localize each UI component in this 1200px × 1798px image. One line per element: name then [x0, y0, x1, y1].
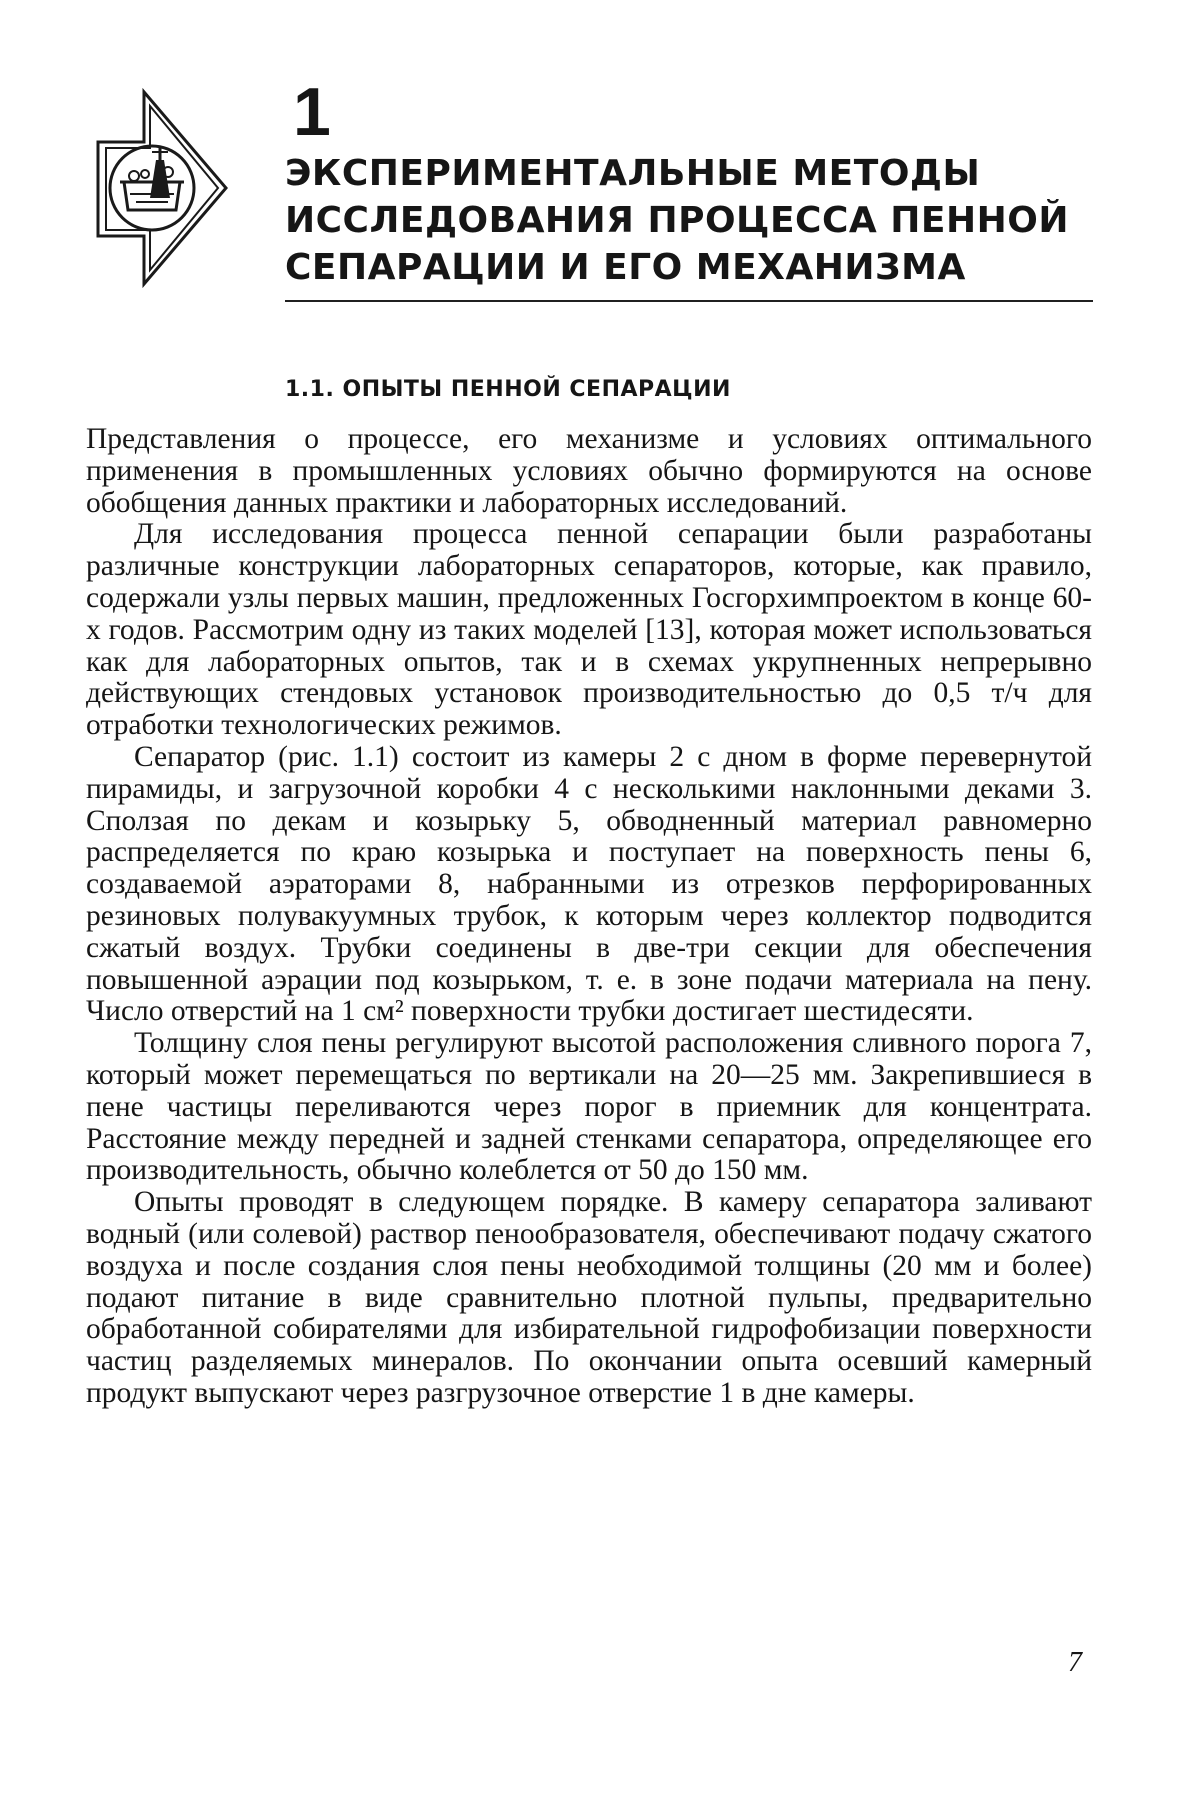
section-heading: 1.1. ОПЫТЫ ПЕННОЙ СЕПАРАЦИИ: [285, 377, 731, 402]
paragraph: Представления о процессе, его механизме и условиях оптимального применения в промышленных условиях обычно формируются на основе обобщения данных практики и лабораторных исследований.: [86, 423, 1092, 519]
body-text: [86, 424, 1092, 1410]
chapter-title-line: СЕПАРАЦИИ И ЕГО МЕХАНИЗМА: [285, 247, 966, 288]
chapter-emblem-icon: [90, 86, 230, 290]
paragraph: Опыты проводят в следующем порядке. В камеру сепаратора заливают водный (или солевой) раствор пенообразователя, обеспечивают подачу сжатого воздуха и после создания слоя пены необходимой толщины (20 мм и более) подают питание в виде сравнительно плотной пульпы, предварительно обработанной собирателями для избирательной гидрофобизации поверхности частиц разделяемых минералов. По окончании опыта осевший камерный продукт выпускают через разгрузочное отверстие 1 в дне камеры.: [86, 1186, 1092, 1409]
chapter-number: 1: [293, 74, 331, 150]
paragraph: Толщину слоя пены регулируют высотой расположения сливного порога 7, который может перемещаться по вертикали на 20—25 мм. Закрепившиеся в пене частицы переливаются через порог в приемник для концентрата. Расстояние между передней и задней стенками сепаратора, определяющее его производительность, обычно колеблется от 50 до 150 мм.: [86, 1027, 1092, 1187]
chapter-title-line: ИССЛЕДОВАНИЯ ПРОЦЕССА ПЕННОЙ: [285, 200, 1069, 241]
paragraph: Для исследования процесса пенной сепарации были разработаны различные конструкции лабораторных сепараторов, которые, как правило, содержали узлы первых машин, предложенных Госгорхимпроектом в конце 60-х годов. Рассмотрим одну из таких моделей [13], которая может использоваться как для лабораторных опытов, так и в схемах укрупненных непрерывно действующих стендовых установок производительностью до 0,5 т/ч для отработки технологических режимов.: [86, 518, 1092, 742]
chapter-title-line: ЭКСПЕРИМЕНТАЛЬНЫЕ МЕТОДЫ: [285, 153, 981, 194]
page-number: 7: [1068, 1647, 1082, 1678]
paragraph: Сепаратор (рис. 1.1) состоит из камеры 2 с дном в форме перевернутой пирамиды, и загрузочной коробки 4 с несколькими наклонными деками 3. Сползая по декам и козырьку 5, обводненный материал равномерно распределяется по краю козырька и поступает на поверхность пены 6, создаваемой аэраторами 8, набранными из отрезков перфорированных резиновых полувакуумных трубок, к которым через коллектор подводится сжатый воздух. Трубки соединены в две-три секции для обеспечения повышенной аэрации под козырьком, т. е. в зоне подачи материала на пену. Число отверстий на 1 см² поверхности трубки достигает шестидесяти.: [86, 740, 1092, 1028]
chapter-title: [285, 150, 1085, 291]
title-divider: [285, 300, 1093, 302]
